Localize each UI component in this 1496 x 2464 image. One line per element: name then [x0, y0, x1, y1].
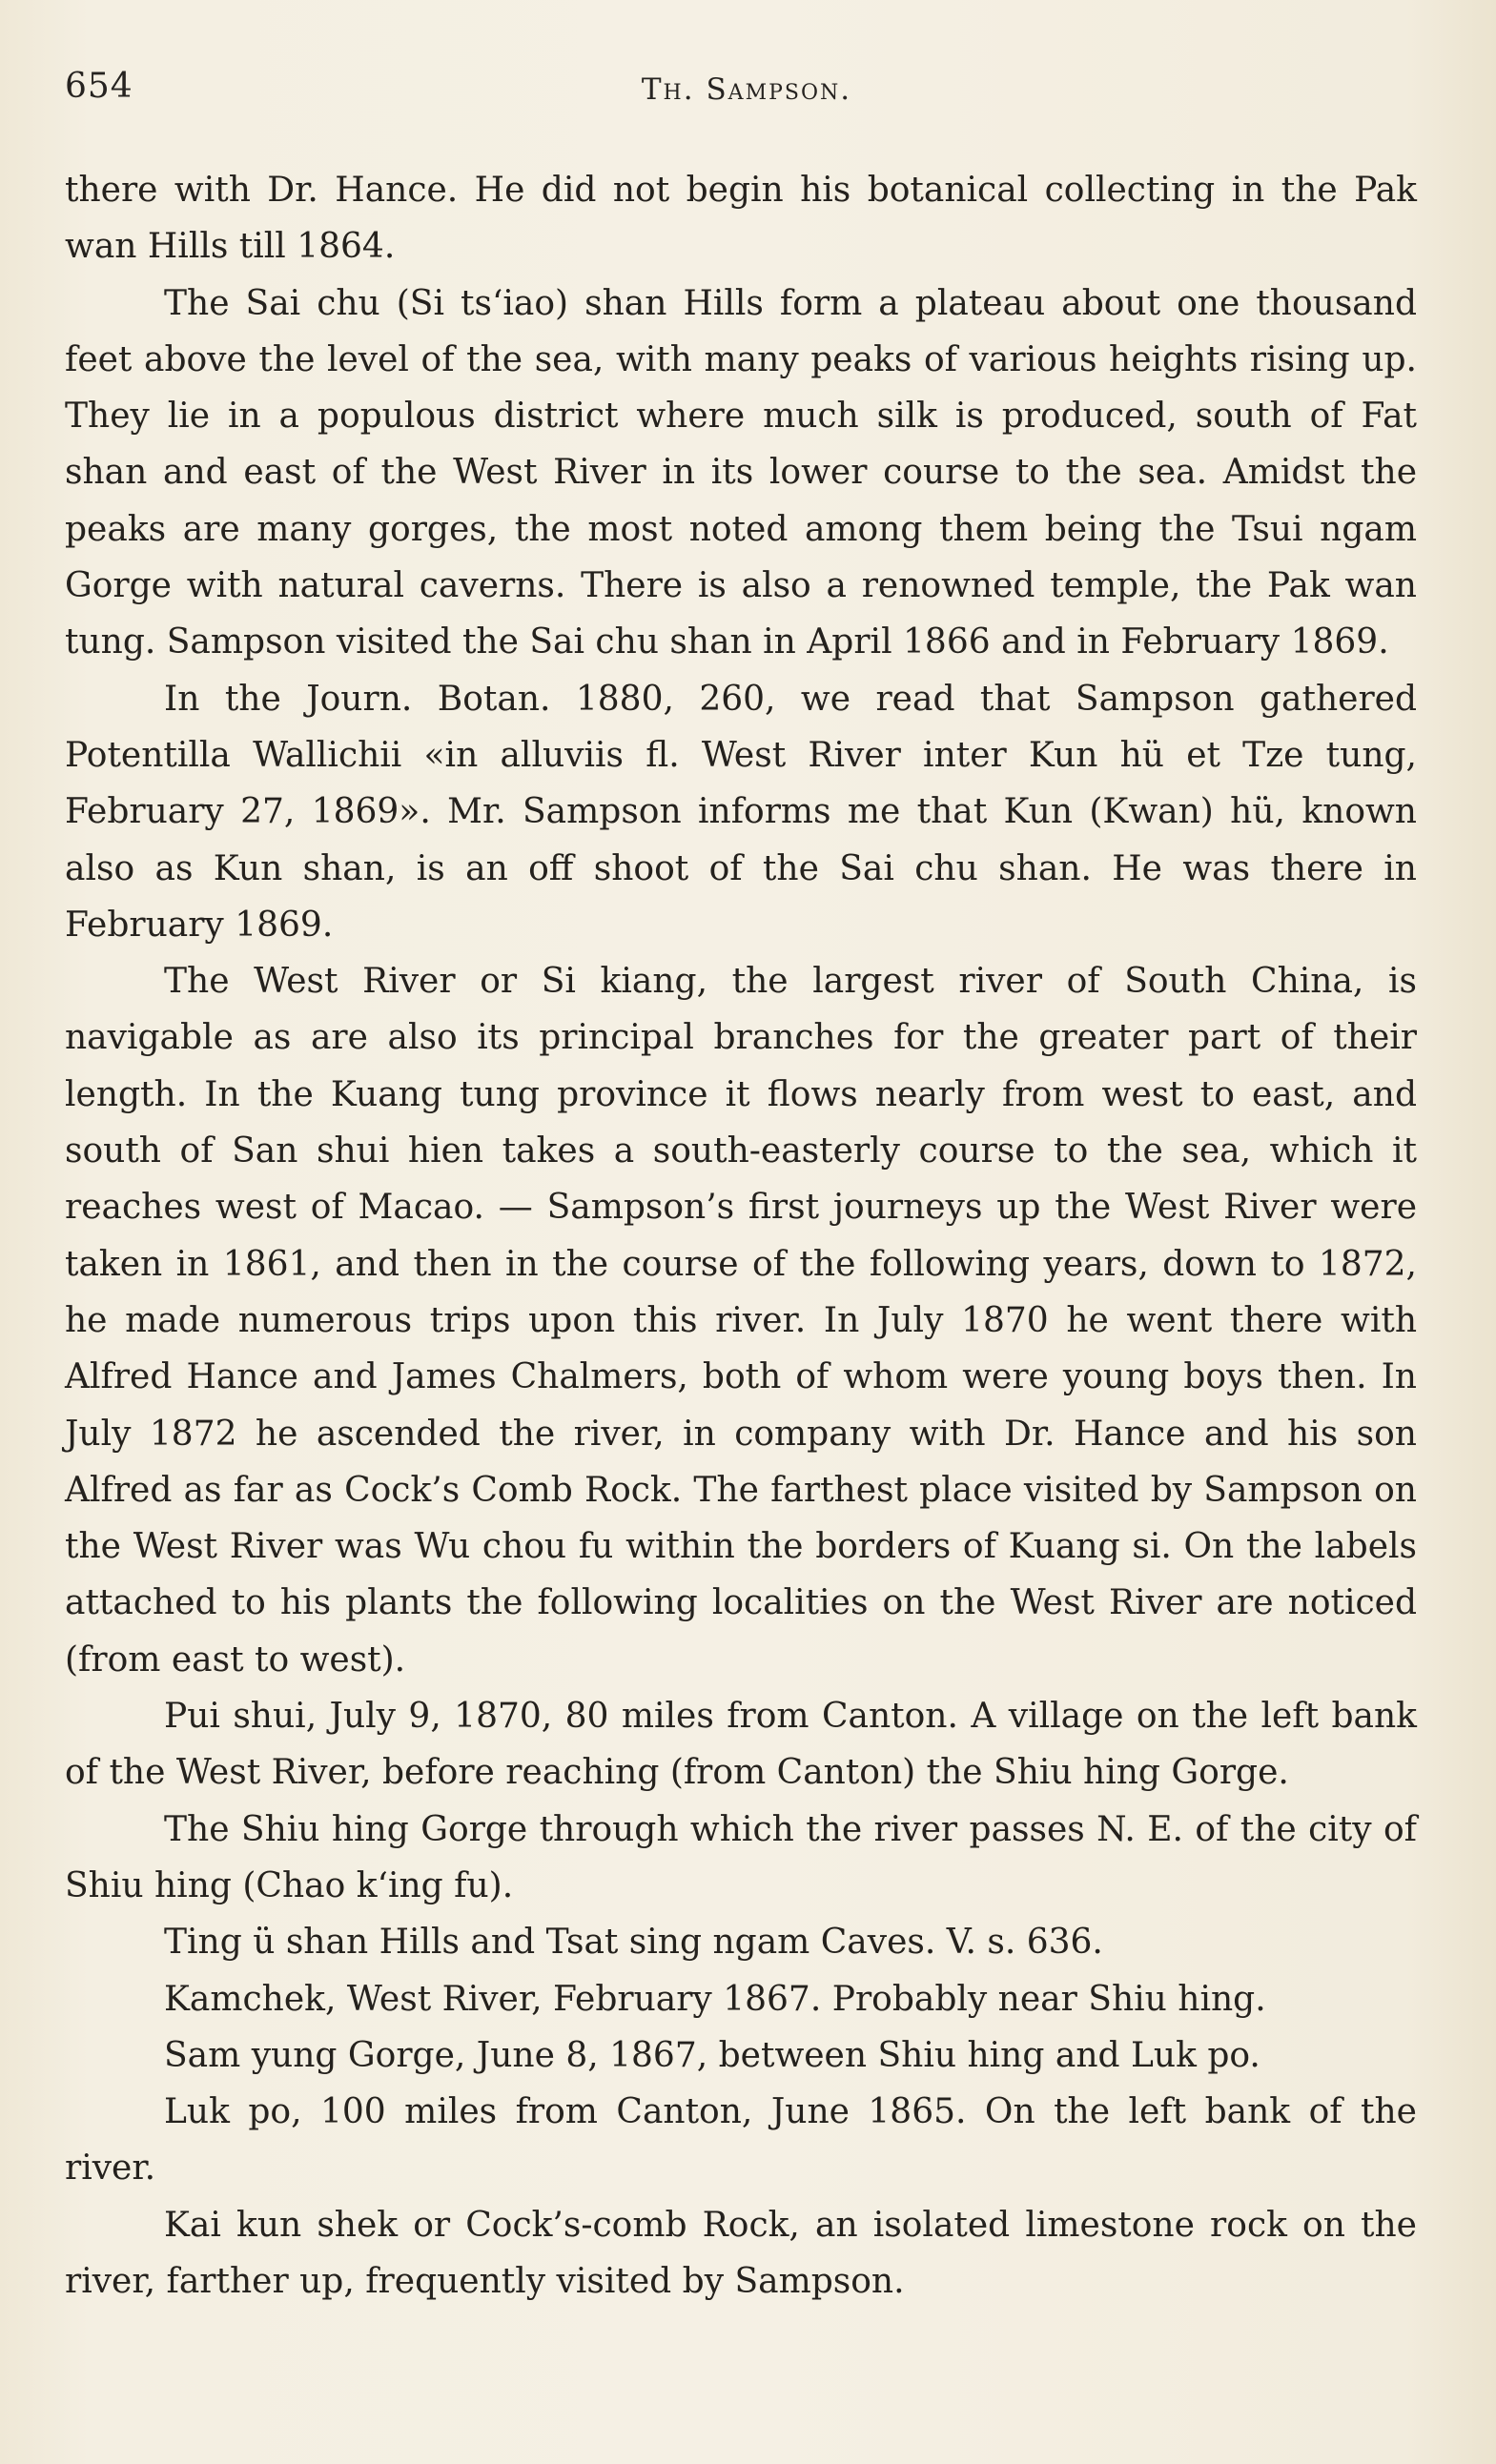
body-text [65, 162, 1417, 2310]
page-header [65, 67, 1428, 124]
paragraph: Ting ü shan Hills and Tsat sing ngam Caves. V. s. 636. [164, 1923, 1103, 1963]
paragraph: Kai kun shek or Cock’s-comb Rock, an isolated limestone rock on the river, farther up, frequently visited by Sampson. [65, 2205, 1417, 2301]
paragraph: The West River or Si kiang, the largest river of South China, is navigable as are also its principal branches for the greater part of their length. In the Kuang tung province it flows nearly from west to east, and south of San shui hien takes a south-easterly course to the sea, which it reaches west of Macao. — Sampson’s first journeys up the West River were taken in 1861, and then in the course of the following years, down to 1872, he made numerous trips upon this river. In July 1870 he went there with Alfred Hance and James Chalmers, both of whom were young boys then. In July 1872 he ascended the river, in company with Dr. Hance and his son Alfred as far as Cock’s Comb Rock. The farthest place visited by Sampson on the West River was Wu chou fu within the borders of Kuang si. On the labels attached to his plants the following localities on the West River are noticed (from east to west). [65, 962, 1417, 1680]
running-head: Th. Sampson. [641, 72, 852, 107]
paragraph: The Shiu hing Gorge through which the river passes N. E. of the city of Shiu hing (Chao k‘ing fu). [65, 1809, 1417, 1905]
page-number: 654 [65, 67, 133, 106]
paragraph: Kamchek, West River, February 1867. Probably near Shiu hing. [164, 1979, 1266, 2019]
paragraph: In the Journ. Botan. 1880, 260, we read that Sampson gathered Potentilla Wallichii «in alluviis fl. West River inter Kun hü et Tze tung, February 27, 1869». Mr. Sampson informs me that Kun (Kwan) hü, known also as Kun shan, is an off shoot of the Sai chu shan. He was there in February 1869. [65, 679, 1417, 945]
paragraph: Pui shui, July 9, 1870, 80 miles from Canton. A village on the left bank of the West River, before reaching (from Canton) the Shiu hing Gorge. [65, 1697, 1417, 1793]
paragraph: there with Dr. Hance. He did not begin his botanical collecting in the Pak wan Hills till 1864. [65, 171, 1417, 267]
paragraph: Luk po, 100 miles from Canton, June 1865. On the left bank of the river. [65, 2092, 1417, 2189]
paragraph: The Sai chu (Si ts‘iao) shan Hills form a plateau about one thousand feet above the level of the sea, with many peaks of various heights rising up. They lie in a populous district where much silk is produced, south of Fat shan and east of the West River in its lower course to the sea. Amidst the peaks are many gorges, the most noted among them being the Tsui ngam Gorge with natural caverns. There is also a renowned temple, the Pak wan tung. Sampson visited the Sai chu shan in April 1866 and in February 1869. [65, 283, 1417, 662]
paragraph: Sam yung Gorge, June 8, 1867, between Shiu hing and Luk po. [164, 2035, 1260, 2075]
